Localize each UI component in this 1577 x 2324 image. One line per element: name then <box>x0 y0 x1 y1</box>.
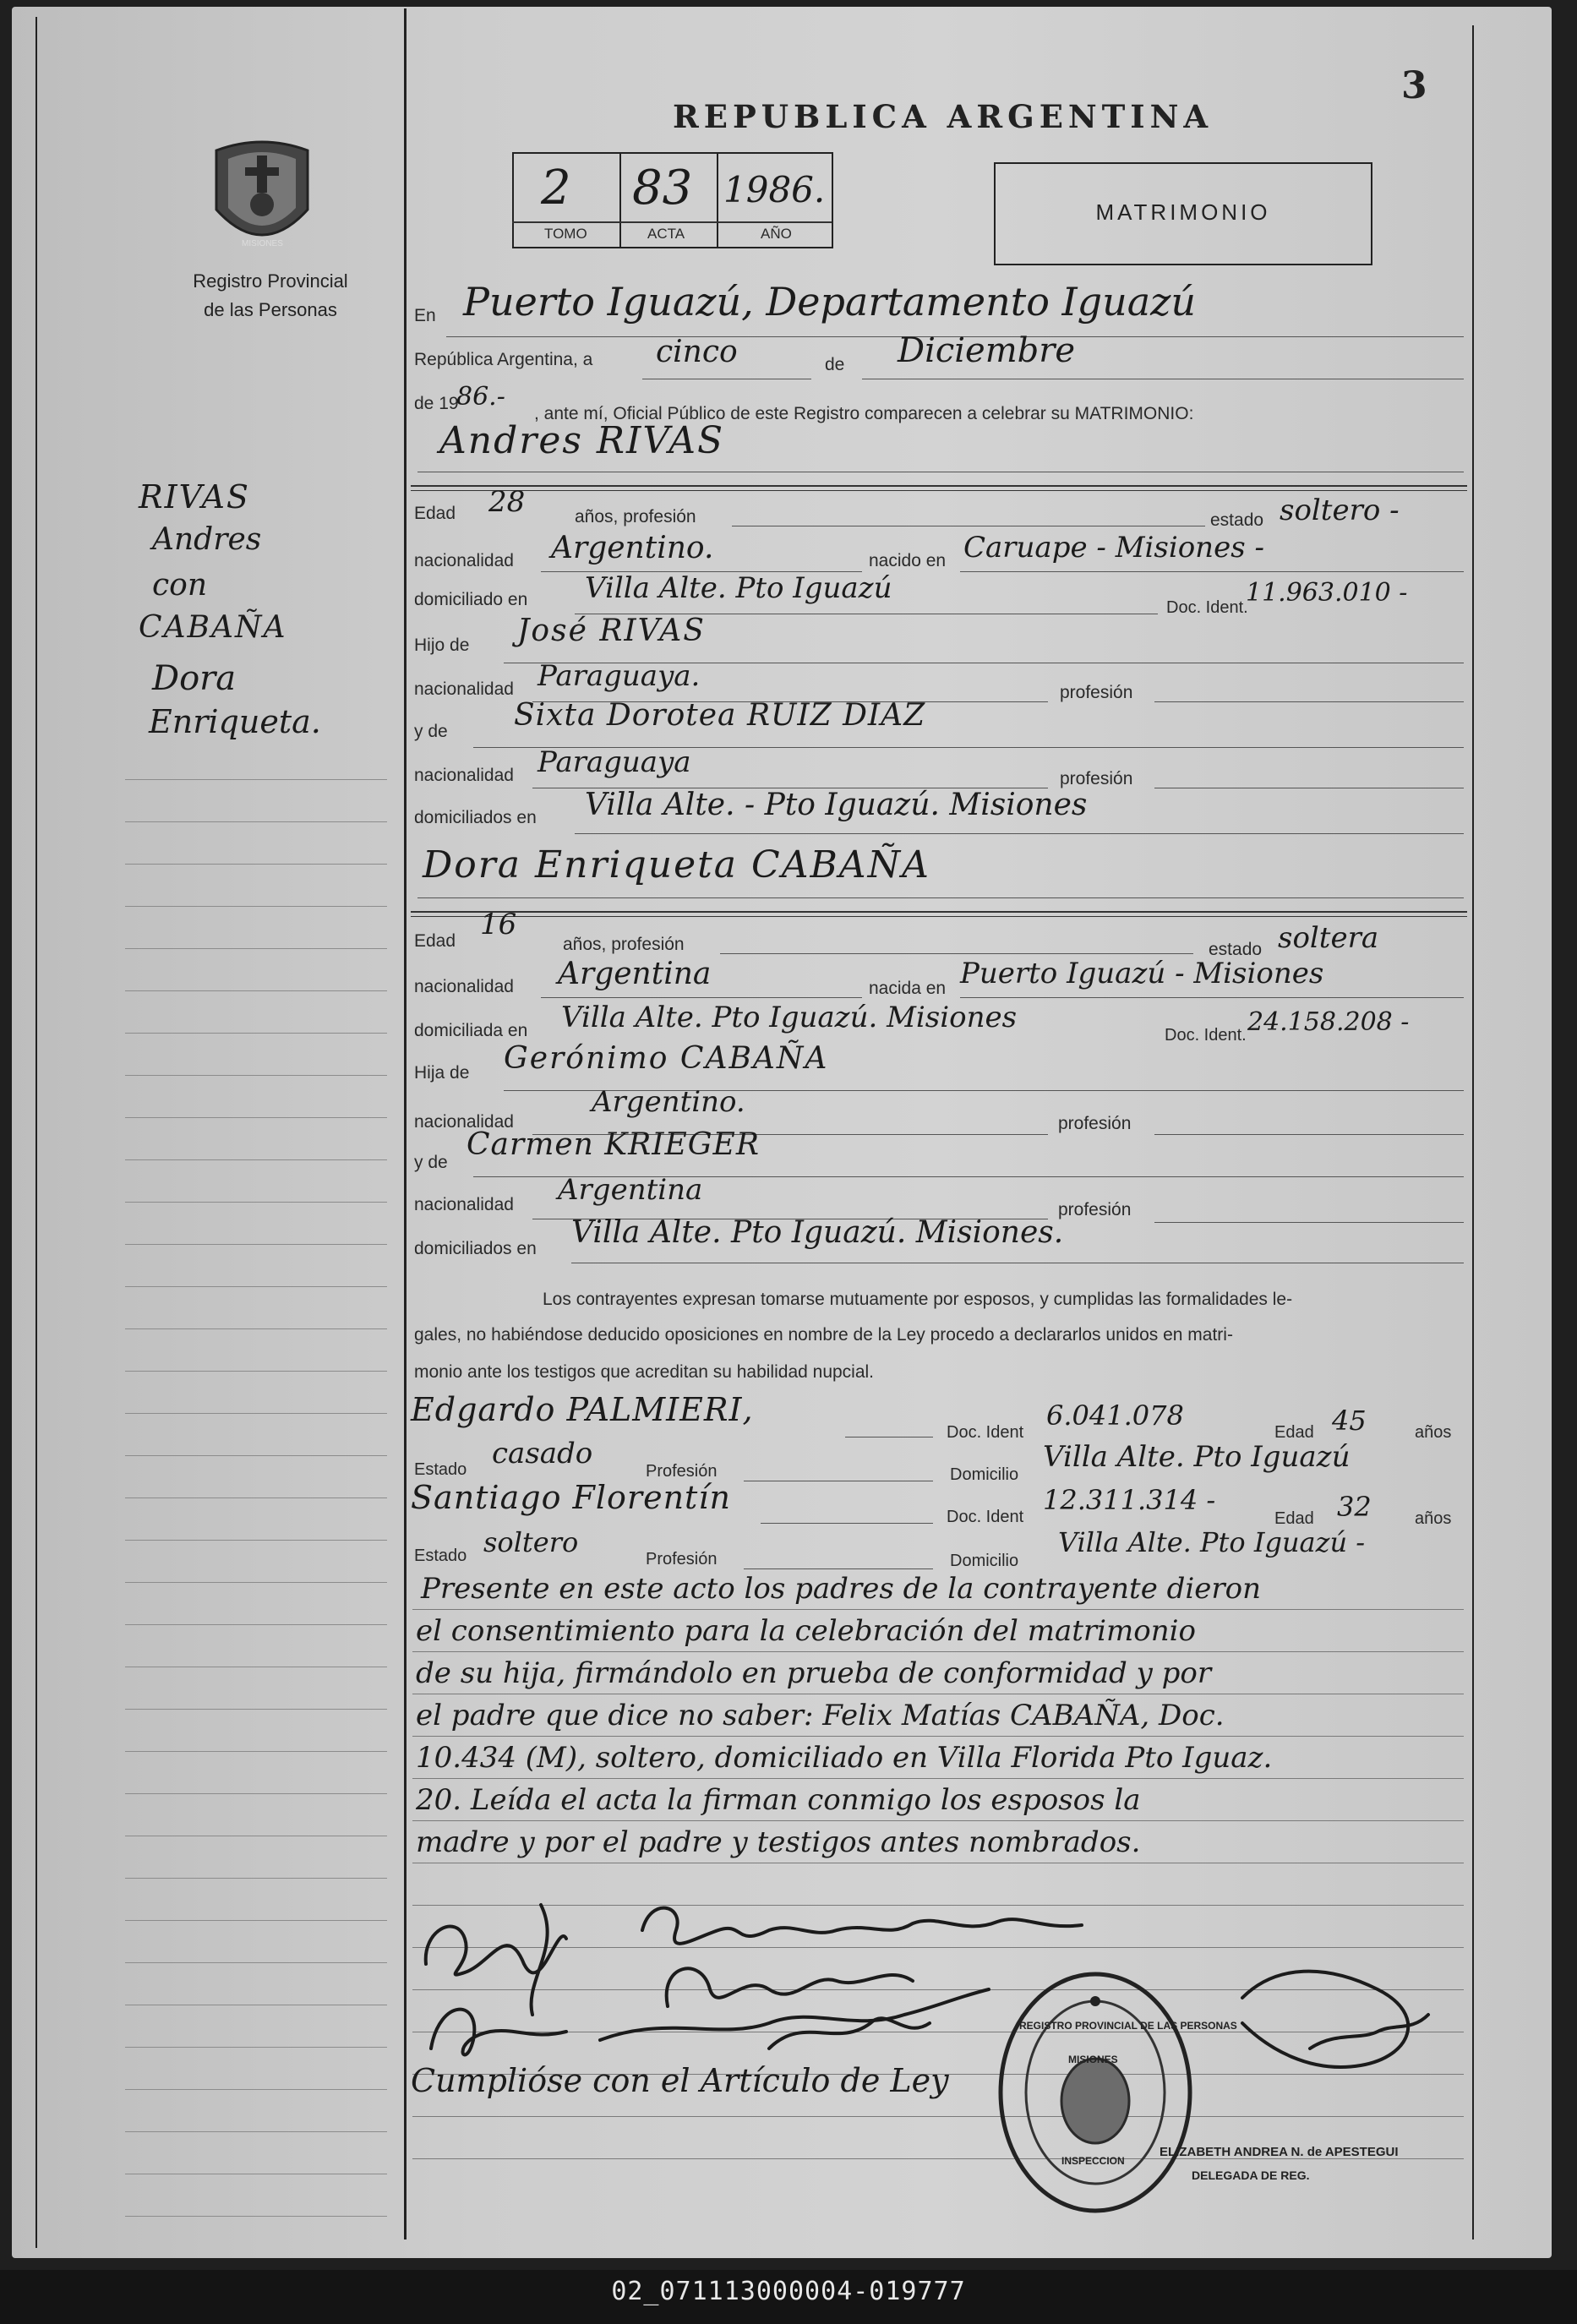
witness-2-domicile: Villa Alte. Pto Iguazú - <box>1058 1526 1366 1558</box>
de-label: de <box>825 355 845 374</box>
bride-mother-prof-underline <box>1154 1222 1464 1223</box>
margin-rule <box>125 1117 387 1118</box>
margin-rule <box>125 1962 387 1963</box>
ruled-line <box>412 1609 1464 1610</box>
anio-value: 1986. <box>723 169 826 210</box>
witness-2-estado-label: Estado <box>414 1547 467 1565</box>
closing-text: Cumplióse con el Artículo de Ley <box>411 2062 949 2099</box>
witness-2-doc: 12.311.314 - <box>1043 1484 1216 1516</box>
margin-note-5: Dora <box>152 659 237 698</box>
groom-estado-label: estado <box>1210 510 1264 530</box>
day-value: cinco <box>656 335 738 369</box>
margin-rule <box>125 1202 387 1203</box>
record-box-rule <box>512 221 832 223</box>
bride-mother-nat-label: nacionalidad <box>414 1195 514 1214</box>
bride-estado-label: estado <box>1209 940 1263 959</box>
margin-note-3: con <box>152 568 208 603</box>
bride-name: Dora Enriqueta CABAÑA <box>423 843 930 887</box>
margin-rule <box>125 1878 387 1879</box>
year-label: de 19 <box>414 394 459 413</box>
margin-rule <box>125 1624 387 1625</box>
witness-2-estado: soltero <box>483 1526 579 1558</box>
registry-name-line1: Registro Provincial <box>193 270 348 292</box>
margin-note-4: CABAÑA <box>139 610 287 645</box>
bride-father-prof-underline <box>1154 1134 1464 1135</box>
bride-parents-dom-label: domiciliados en <box>414 1239 537 1258</box>
bride-birthplace: Puerto Iguazú - Misiones <box>960 957 1324 990</box>
margin-rule <box>125 1540 387 1541</box>
acta-value: 83 <box>632 161 693 215</box>
note-line-4: el padre que dice no saber: Felix Matías CABAÑA, Doc. <box>416 1699 1225 1732</box>
note-line-6: 20. Leída el acta la firman conmigo los esposos la <box>416 1783 1141 1817</box>
bride-mother: Carmen KRIEGER <box>467 1127 760 1162</box>
groom-parents-dom-label: domiciliados en <box>414 808 537 827</box>
margin-rule <box>125 821 387 822</box>
margin-rule <box>125 2047 387 2048</box>
margin-rule <box>125 2216 387 2217</box>
anio-label: AÑO <box>761 226 792 242</box>
place-value: Puerto Iguazú, Departamento Iguazú <box>463 279 1197 325</box>
margin-note-6: Enriqueta. <box>149 703 321 740</box>
groom-mother-nat-label: nacionalidad <box>414 766 514 785</box>
bride-father-nat: Argentino. <box>592 1085 745 1119</box>
ruled-line <box>412 1820 1464 1821</box>
witness-2-prof-underline <box>744 1568 933 1569</box>
record-box-divider <box>717 152 718 247</box>
bride-father-nat-label: nacionalidad <box>414 1112 514 1132</box>
note-line-7: madre y por el padre y testigos antes nombrados. <box>416 1825 1141 1859</box>
margin-rule <box>125 1286 387 1287</box>
registry-name-line2: de las Personas <box>204 299 337 320</box>
margin-rule <box>125 864 387 865</box>
groom-nationality: Argentino. <box>551 531 714 565</box>
ruled-line <box>412 1778 1464 1779</box>
signatures-image <box>414 1871 1462 2074</box>
margin-rule <box>125 1244 387 1245</box>
witness-2-name: Santiago Florentín <box>411 1479 731 1516</box>
witness-2-dom-label: Domicilio <box>950 1552 1019 1570</box>
declaration-line-3: monio ante los testigos que acreditan su habilidad nupcial. <box>414 1362 875 1382</box>
right-border <box>1472 25 1474 2239</box>
note-line-2: el consentimiento para la celebración del matrimonio <box>416 1614 1196 1648</box>
witness-2-edad-label: Edad <box>1274 1509 1314 1528</box>
bride-hija-label: Hija de <box>414 1063 470 1083</box>
ruled-line <box>412 1736 1464 1737</box>
margin-rule <box>125 1413 387 1414</box>
tomo-value: 2 <box>541 161 571 215</box>
official-stamp-icon <box>994 1966 1197 2219</box>
bride-yde-label: y de <box>414 1153 448 1172</box>
ruled-line <box>412 2116 1464 2117</box>
groom-nac-label: nacionalidad <box>414 551 514 570</box>
margin-rule <box>125 779 387 780</box>
margin-rule <box>125 1920 387 1921</box>
margin-rule <box>125 1075 387 1076</box>
country-header: REPUBLICA ARGENTINA <box>673 98 1214 135</box>
section-rule <box>411 490 1467 491</box>
groom-anos-label: años, profesión <box>575 507 696 526</box>
en-label: En <box>414 306 436 325</box>
stamp-outer-text: REGISTRO PROVINCIAL DE LAS PERSONAS <box>1019 2020 1237 2032</box>
witness-1-prof-label: Profesión <box>646 1462 718 1481</box>
groom-doc: 11.963.010 - <box>1246 578 1408 608</box>
witness-1-anos-label: años <box>1415 1423 1452 1442</box>
bride-parents-dom: Villa Alte. Pto Iguazú. Misiones. <box>571 1215 1064 1250</box>
witness-1-doc-label: Doc. Ident <box>947 1423 1024 1442</box>
republica-label: República Argentina, a <box>414 350 593 369</box>
bride-prof-underline <box>720 953 1193 954</box>
tomo-label: TOMO <box>544 226 587 242</box>
bride-doc-label: Doc. Ident. <box>1165 1026 1247 1045</box>
groom-mother: Sixta Dorotea RUIZ DIAZ <box>514 698 926 733</box>
groom-father: José RIVAS <box>517 614 706 648</box>
groom-yde-label: y de <box>414 722 448 741</box>
groom-domicile: Villa Alte. Pto Iguazú <box>585 571 892 605</box>
groom-age: 28 <box>488 485 526 519</box>
witness-1-estado-label: Estado <box>414 1460 467 1479</box>
year-suffix: 86.- <box>456 382 505 412</box>
margin-rule <box>125 1709 387 1710</box>
bride-anos-label: años, profesión <box>563 935 685 954</box>
groom-mother-nat: Paraguaya <box>537 745 691 779</box>
groom-parents-dom-underline <box>575 833 1464 834</box>
section-rule <box>411 485 1467 487</box>
margin-rule <box>125 1159 387 1160</box>
groom-edad-label: Edad <box>414 504 456 523</box>
bride-doc: 24.158.208 - <box>1247 1007 1410 1037</box>
witness-1-estado: casado <box>492 1437 593 1470</box>
bride-dom-label: domiciliada en <box>414 1021 528 1040</box>
note-line-3: de su hija, firmándolo en prueba de conformidad y por <box>416 1656 1212 1690</box>
margin-rule <box>125 1793 387 1794</box>
groom-father-nat-label: nacionalidad <box>414 679 514 699</box>
groom-nacido-label: nacido en <box>869 551 947 570</box>
bride-estado: soltera <box>1278 921 1379 955</box>
month-value: Diciembre <box>898 331 1076 370</box>
margin-note-2: Andres <box>152 522 262 557</box>
margin-rule <box>125 1751 387 1752</box>
witness-2-prof-label: Profesión <box>646 1550 718 1568</box>
witness-2-doc-label: Doc. Ident <box>947 1508 1024 1526</box>
ruled-line <box>412 1651 1464 1652</box>
groom-parents-dom: Villa Alte. - Pto Iguazú. Misiones <box>585 788 1088 822</box>
bride-domicile: Villa Alte. Pto Iguazú. Misiones <box>561 1001 1018 1034</box>
act-type-label: MATRIMONIO <box>1095 199 1271 225</box>
groom-birthplace: Caruape - Misiones - <box>963 531 1264 565</box>
bride-edad-label: Edad <box>414 931 456 951</box>
acta-label: ACTA <box>647 226 685 242</box>
witness-1-doc: 6.041.078 <box>1046 1399 1184 1432</box>
stamp-inner-text: MISIONES <box>1068 2054 1118 2065</box>
declaration-line-1: Los contrayentes expresan tomarse mutuamente por esposos, y cumplidas las formalidades le- <box>543 1290 1293 1309</box>
groom-father-prof-underline <box>1154 701 1464 702</box>
bride-father: Gerónimo CABAÑA <box>504 1041 829 1076</box>
groom-father-prof-label: profesión <box>1060 683 1133 702</box>
statement-text: , ante mí, Oficial Público de este Registro comparecen a celebrar su MATRIMONIO: <box>534 404 1194 423</box>
section-rule <box>411 916 1467 917</box>
bride-birthplace-underline <box>960 997 1464 998</box>
witness-2-name-underline <box>761 1523 933 1524</box>
groom-name: Andres RIVAS <box>439 419 725 462</box>
bride-age: 16 <box>480 908 517 941</box>
margin-rule <box>125 906 387 907</box>
margin-rule <box>125 1328 387 1329</box>
stamp-sub-text: INSPECCION <box>1061 2155 1125 2167</box>
bride-nacida-label: nacida en <box>869 979 947 998</box>
margin-rule <box>125 948 387 949</box>
page-number: 3 <box>1401 64 1427 107</box>
witness-1-name: Edgardo PALMIERI, <box>411 1391 754 1428</box>
groom-mother-prof-label: profesión <box>1060 769 1133 788</box>
margin-rule <box>125 2131 387 2132</box>
margin-note-1: RIVAS <box>139 478 250 516</box>
bride-nat-underline <box>541 997 862 998</box>
official-title: DELEGADA DE REG. <box>1192 2169 1310 2182</box>
groom-dom-label: domiciliado en <box>414 590 528 609</box>
witness-1-dom-label: Domicilio <box>950 1465 1019 1484</box>
section-rule <box>411 911 1467 913</box>
bride-nationality: Argentina <box>558 957 712 991</box>
groom-father-nat: Paraguaya. <box>537 659 701 693</box>
margin-rule <box>125 2089 387 2090</box>
margin-rule <box>125 1033 387 1034</box>
witness-1-age: 45 <box>1332 1405 1367 1437</box>
margin-divider <box>404 8 407 2239</box>
witness-1-domicile: Villa Alte. Pto Iguazú <box>1043 1440 1351 1474</box>
groom-doc-label: Doc. Ident. <box>1166 598 1248 617</box>
margin-rule <box>125 1582 387 1583</box>
seal-text: MISIONES <box>242 239 283 248</box>
bride-name-underline <box>417 897 1464 898</box>
groom-estado: soltero - <box>1280 494 1400 527</box>
bride-mother-nat: Argentina <box>558 1173 703 1207</box>
note-line-1: Presente en este acto los padres de la contrayente dieron <box>421 1572 1262 1606</box>
witness-2-anos-label: años <box>1415 1509 1452 1528</box>
margin-rule <box>125 1455 387 1456</box>
groom-birthplace-underline <box>960 571 1464 572</box>
bride-nac-label: nacionalidad <box>414 977 514 996</box>
bride-mother-prof-label: profesión <box>1058 1200 1132 1219</box>
record-box-divider <box>619 152 621 247</box>
witness-1-edad-label: Edad <box>1274 1423 1314 1442</box>
declaration-line-2: gales, no habiéndose deducido oposiciones en nombre de la Ley procedo a declararlos unidos en matri- <box>414 1325 1233 1345</box>
official-name: ELIZABETH ANDREA N. de APESTEGUI <box>1160 2145 1399 2159</box>
margin-rule <box>125 990 387 991</box>
witness-2-age: 32 <box>1337 1491 1372 1523</box>
left-page-edge <box>35 17 37 2248</box>
image-id-footer: 02_071113000004-019777 <box>611 2277 966 2306</box>
bride-father-prof-label: profesión <box>1058 1114 1132 1133</box>
groom-hijo-label: Hijo de <box>414 636 470 655</box>
note-line-5: 10.434 (M), soltero, domiciliado en Villa Florida Pto Iguaz. <box>416 1741 1273 1775</box>
margin-rule <box>125 1371 387 1372</box>
